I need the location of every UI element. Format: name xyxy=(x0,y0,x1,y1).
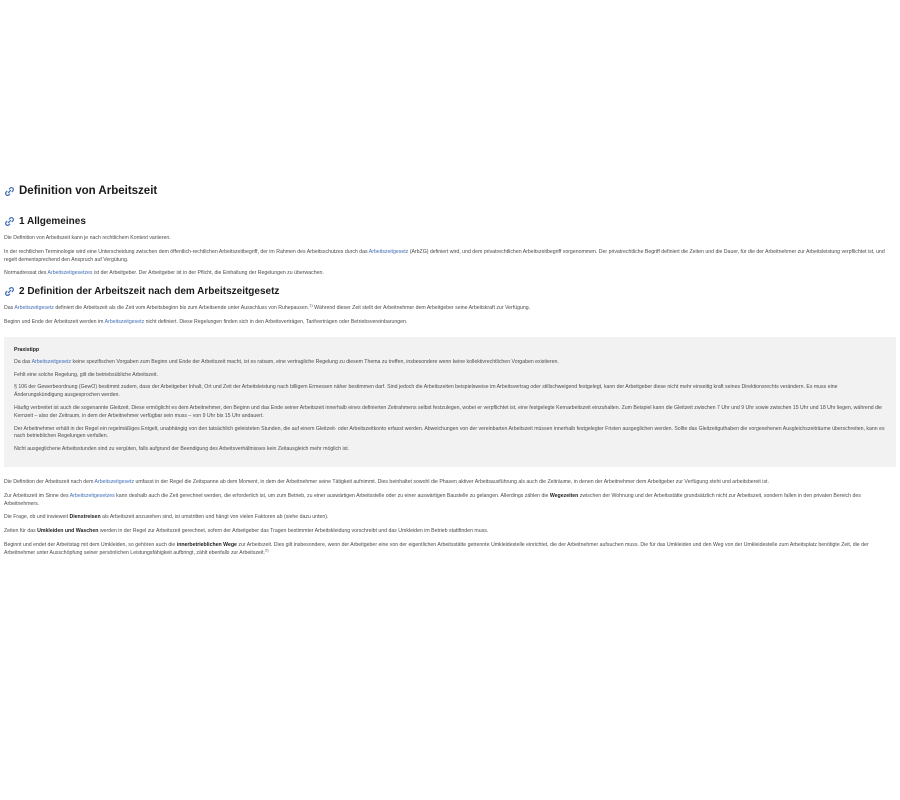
paragraph: Die Frage, ob und inwieweit Dienstreisen als Arbeitszeit anzusehen sind, ist umstritten und hängt von vielen Faktoren ab (siehe dazu unten). xyxy=(4,514,329,521)
arbzg-link[interactable]: Arbeitszeitgesetzes xyxy=(69,492,115,499)
paragraph: Die Definition der Arbeitszeit nach dem Arbeitszeitgesetz umfasst in der Regel die Zeitspanne ab dem Moment, in dem der Arbeitnehmer seine Tätigkeit aufnimmt. Dies beinhaltet sowohl die Phasen aktiver Arbeitsausführung als auch die Zeiträume, in denen der Arbeitnehmer dem Arbeitgeber zur Verfügung steht und arbeitsbereit ist. xyxy=(4,478,769,485)
section-definition xyxy=(4,286,896,557)
paragraph: Normadressat des Arbeitszeitgesetzes ist der Arbeitgeber. Der Arbeitgeber ist in der Pflicht, die Einhaltung der Regelungen zu überwachen. xyxy=(4,270,324,277)
section-heading xyxy=(4,286,896,297)
link-icon[interactable] xyxy=(4,286,15,297)
paragraph: In der rechtlichen Terminologie wird eine Unterscheidung zwischen dem öffentlich-rechtlichen Arbeitszeitbegriff, der im Rahmen des Arbeitsschutzes durch das Arbeitszeitgesetz (ArbZG) definiert wird, und dem privatrechtlichen Arbeitszeitbegriff vorgenommen. Der privatrechtliche Begriff definiert die Zeiten und die Dauer, für die der Arbeitnehmer zur Arbeitsleistung verpflichtet ist, und regelt dementsprechend den Anspruch auf Vergütung. xyxy=(4,248,885,263)
section-heading-text: 2 Definition der Arbeitszeit nach dem Arbeitszeitgesetz xyxy=(19,286,280,298)
bold-term: Dienstreisen xyxy=(69,514,101,521)
arbzg-link[interactable]: Arbeitszeitgesetz xyxy=(31,358,72,365)
page-title xyxy=(4,185,896,197)
paragraph: Da das Arbeitszeitgesetz keine spezifischen Vorgaben zum Beginn und Ende der Arbeitszeit macht, ist es ratsam, eine vertragliche Regelung zu diesem Thema zu treffen, insbesondere wenn keine kollektivrechtlichen Vorgaben existieren. xyxy=(14,358,559,365)
bold-term: innerbetrieblichen Wege xyxy=(176,541,237,548)
paragraph: Nicht ausgeglichene Arbeitsstunden sind zu vergüten, falls aufgrund der Beendigung des Arbeitsverhältnisses kein Zeitausgleich mehr möglich ist. xyxy=(14,446,350,453)
paragraph: Zur Arbeitszeit im Sinne des Arbeitszeitgesetzes kann deshalb auch die Zeit gerechnet werden, die erforderlich ist, um zum Betrieb, zu einer auswärtigen Arbeitsstelle oder zu einer auswärtigen Baustelle zu gelangen. Allerdings zählen die Wegezeiten zwischen der Wohnung und der Arbeitsstätte grundsätzlich nicht zur Arbeitszeit, sondern fallen in den privaten Bereich des Arbeitnehmers. xyxy=(4,492,861,507)
practice-tip-box xyxy=(4,337,896,467)
paragraph: Der Arbeitnehmer erhält in der Regel ein regelmäßiges Entgelt, unabhängig von den tatsächlich geleisteten Stunden, die auf einem Gleitzeit- oder Arbeitszeitkonto erfasst werden. Abweichungen von der vereinbarten Arbeitszeit müssen innerhalb festgelegter Fristen ausgeglichen werden. Sollte das Gleitzeitguthaben die vorgesehenen Ausgleichszeiträume überschreiten, kann es nach betrieblichen Regelungen verfallen. xyxy=(14,425,885,440)
paragraph: Die Definition von Arbeitszeit kann je nach rechtlichem Kontext variieren. xyxy=(4,235,171,241)
practice-tip-title: Praxistipp xyxy=(14,346,40,353)
section-allgemeines xyxy=(4,216,896,278)
paragraph: Fehlt eine solche Regelung, gilt die betriebsübliche Arbeitszeit. xyxy=(14,371,158,378)
link-icon[interactable] xyxy=(4,186,15,197)
arbzg-link[interactable]: Arbeitszeitgesetz xyxy=(104,318,145,325)
bold-term: Umkleiden und Waschen xyxy=(37,528,99,535)
link-icon[interactable] xyxy=(4,216,15,227)
section-heading-text: 1 Allgemeines xyxy=(19,216,86,227)
section-heading xyxy=(4,216,896,227)
bold-term: Wegezeiten xyxy=(549,492,579,499)
paragraph: § 106 der Gewerbeordnung (GewO) bestimmt zudem, dass der Arbeitgeber Inhalt, Ort und Zeit der Arbeitsleistung nach billigem Ermessen näher bestimmen darf. Sind jedoch die Arbeitszeiten beispielsweise im Arbeitsvertrag oder stillschweigend festgelegt, kann der Arbeitgeber diese nicht mehr einseitig kraft seines Direktionsrechts verändern. Es muss eine Änderungskündigung ausgesprochen werden. xyxy=(14,384,838,399)
paragraph: Das Arbeitszeitgesetz definiert die Arbeitszeit als die Zeit vom Arbeitsbeginn bis zum Arbeitsende unter Ausschluss von Ruhepausen.$^{1)}$ Während dieser Zeit stellt der Arbeitnehmer dem Arbeitgeber seine Arbeitskraft zur Verfügung. xyxy=(4,302,531,312)
arbzg-link[interactable]: Arbeitszeitgesetz xyxy=(14,305,54,312)
paragraph: Beginnt und endet der Arbeitstag mit dem Umkleiden, so gehören auch die innerbetrieblichen Wege zur Arbeitszeit. Dies gilt insbesondere, wenn der Arbeitgeber eine von der eigentlichen Arbeitsstätte getrennte Umkleidestelle einrichtet, die der Arbeitnehmer aufsuchen muss. Die für das Umkleiden und den Weg von der Umkleidestelle zum Arbeitsplatz benötigte Zeit, die der Arbeitnehmer unter Ausschöpfung seiner persönlichen Leistungsfähigkeit aufbringt, zählt ebenfalls zur Arbeitszeit.$^{2)}$ xyxy=(4,541,869,556)
footnote-ref[interactable]: 2) xyxy=(264,547,269,552)
article xyxy=(4,185,896,566)
page-title-text: Definition von Arbeitszeit xyxy=(19,185,158,197)
paragraph: Häufig verbreitet ist auch die sogenannte Gleitzeit. Diese ermöglicht es dem Arbeitnehmer, den Beginn und das Ende seiner Arbeitszeit innerhalb eines definierten Zeitrahmens selbst festzulegen, wobei er verpflichtet ist, eine festgelegte Kernarbeitszeit einzuhalten. Zum Beispiel kann die Gleitzeit zwischen 7 Uhr und 9 Uhr sowie zwischen 15 Uhr und 18 Uhr liegen, während die Kernzeit – also der Zeitraum, in dem der Arbeitnehmer verfügbar sein muss – von 9 Uhr bis 15 Uhr andauert. xyxy=(14,404,882,419)
paragraph: Zeiten für das Umkleiden und Waschen werden in der Regel zur Arbeitszeit gerechnet, sofern der Arbeitgeber das Tragen bestimmter Arbeitskleidung vorschreibt und das Umkleiden im Betrieb stattfinden muss. xyxy=(4,528,489,535)
paragraph: Beginn und Ende der Arbeitszeit werden im Arbeitszeitgesetz nicht definiert. Diese Regelungen finden sich in den Arbeitsverträgen, Tarifverträgen oder Betriebsvereinbarungen. xyxy=(4,318,408,325)
arbzg-link[interactable]: Arbeitszeitgesetzes xyxy=(47,270,93,277)
footnote-ref[interactable]: 1) xyxy=(309,302,313,308)
arbzg-link[interactable]: Arbeitszeitgesetz xyxy=(368,248,409,255)
arbzg-link[interactable]: Arbeitszeitgesetz xyxy=(94,478,135,485)
